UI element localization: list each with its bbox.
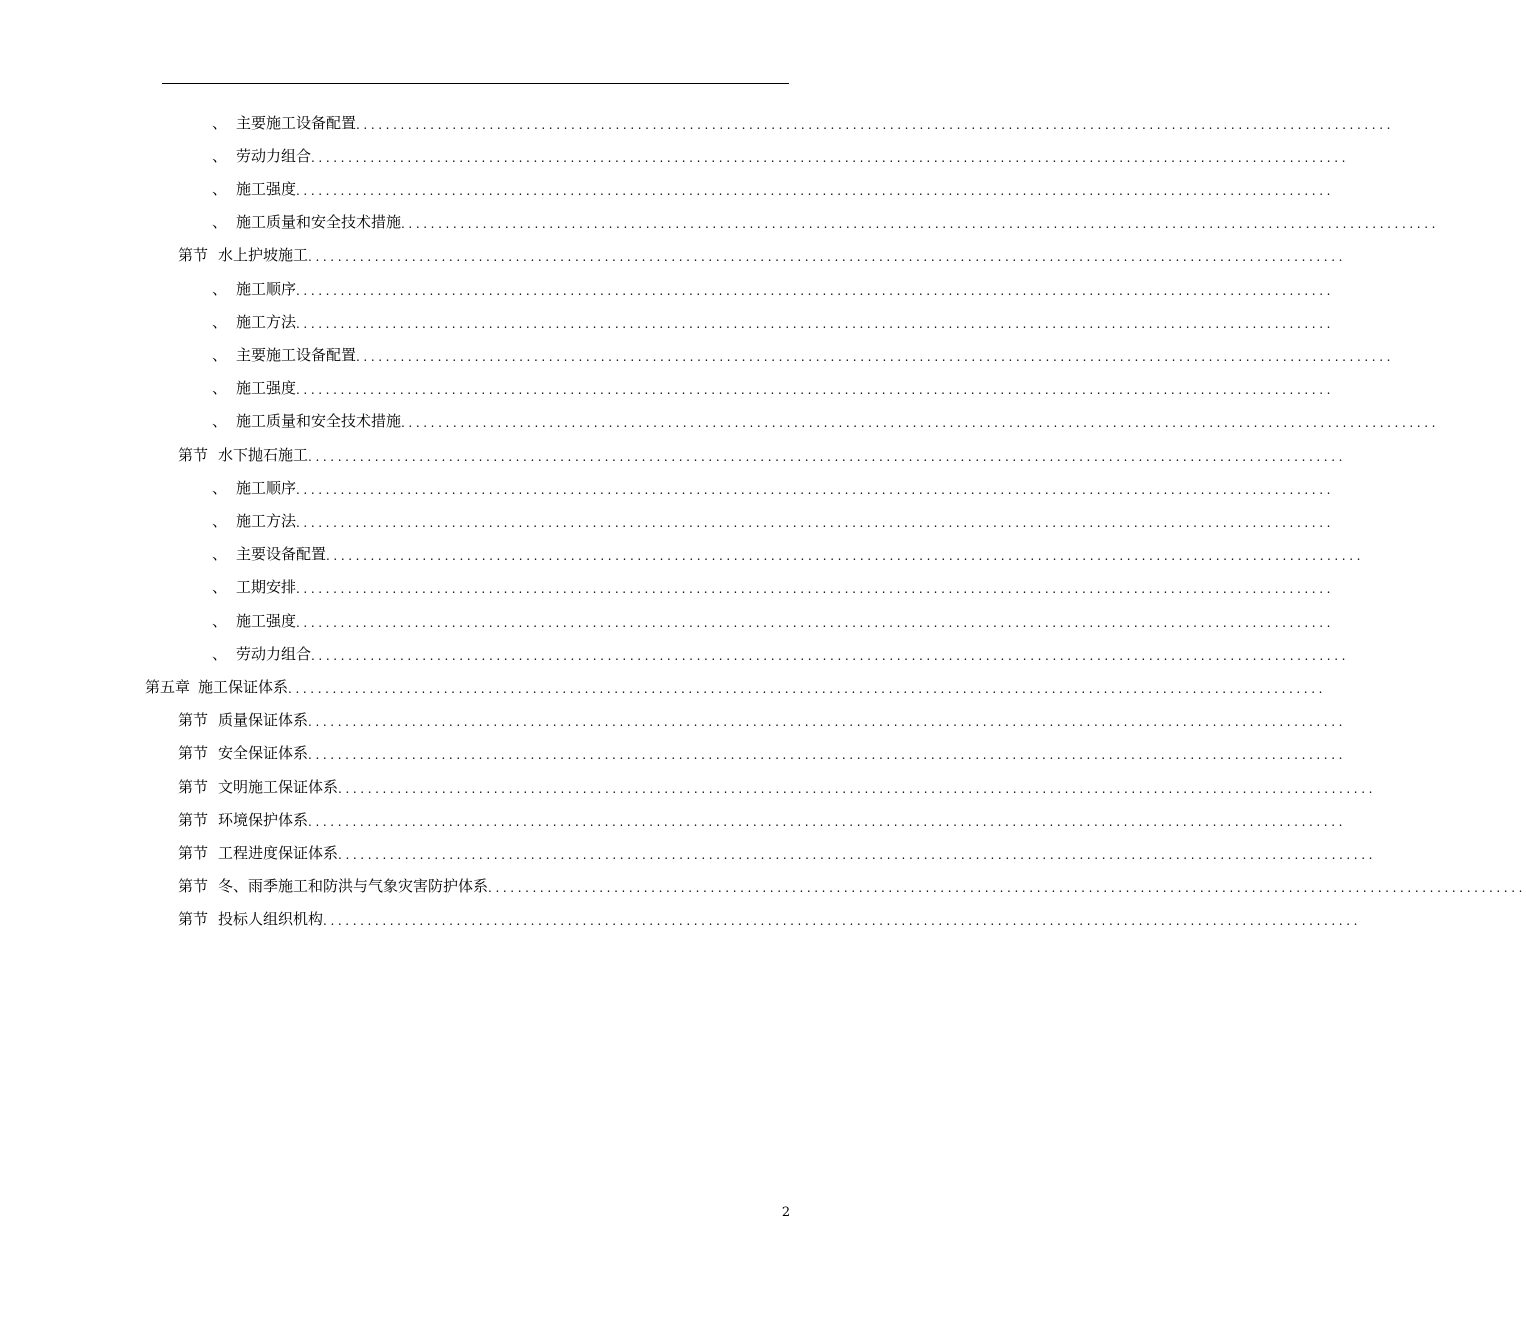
toc-entry[interactable] <box>212 338 1395 371</box>
toc-entry-prefix: 第节 <box>178 711 209 730</box>
toc-entry-prefix: 第节 <box>178 744 209 763</box>
toc-dot-leader: ............................................................................................................................................ <box>296 183 1335 198</box>
toc-entry-prefix: 、 <box>212 578 228 597</box>
toc-entry-prefix: 第节 <box>178 910 209 929</box>
toc-entry[interactable] <box>178 803 1347 836</box>
toc-dot-leader: ............................................................................................................................................ <box>311 150 1350 165</box>
toc-dot-leader: ............................................................................................................................................ <box>338 847 1377 862</box>
toc-entry-label: 劳动力组合 <box>236 146 312 165</box>
toc-entry[interactable] <box>145 670 1327 703</box>
toc-entry-label: 施工保证体系 <box>198 677 289 696</box>
toc-dot-leader: ............................................................................................................................................ <box>401 416 1440 431</box>
toc-dot-leader: ............................................................................................................................................ <box>356 349 1395 364</box>
header-rule <box>162 83 789 84</box>
toc-entry-prefix: 第五章 <box>145 677 191 696</box>
toc-entry-label: 施工强度 <box>236 179 297 198</box>
toc-entry[interactable] <box>212 571 1335 604</box>
toc-entry-label: 水下抛石施工 <box>218 445 309 464</box>
toc-entry-prefix: 、 <box>212 511 228 530</box>
toc-entry[interactable] <box>178 870 1526 903</box>
toc-dot-leader: ............................................................................................................................................ <box>288 681 1327 696</box>
toc-entry-prefix: 、 <box>212 279 228 298</box>
toc-entry-label: 施工顺序 <box>236 478 297 497</box>
toc-entry-prefix: 、 <box>212 146 228 165</box>
toc-entry[interactable] <box>178 239 1347 272</box>
toc-entry[interactable] <box>212 139 1350 172</box>
toc-dot-leader: ............................................................................................................................................ <box>296 615 1335 630</box>
toc-entry[interactable] <box>212 538 1365 571</box>
toc-entry[interactable] <box>178 903 1362 936</box>
toc-entry[interactable] <box>178 770 1377 803</box>
toc-entry[interactable] <box>178 438 1347 471</box>
toc-dot-leader: ............................................................................................................................................ <box>326 549 1365 564</box>
toc-dot-leader: ............................................................................................................................................ <box>488 881 1526 896</box>
toc-dot-leader: ............................................................................................................................................ <box>338 781 1377 796</box>
toc-entry-label: 投标人组织机构 <box>218 910 324 929</box>
toc-entry-label: 施工质量和安全技术措施 <box>236 213 402 232</box>
toc-entry-prefix: 、 <box>212 379 228 398</box>
toc-entry-prefix: 、 <box>212 345 228 364</box>
toc-entry-label: 施工顺序 <box>236 279 297 298</box>
toc-entry[interactable] <box>212 305 1335 338</box>
toc-entry-label: 水上护坡施工 <box>218 246 309 265</box>
toc-entry-label: 环境保护体系 <box>218 810 309 829</box>
toc-entry-label: 冬、雨季施工和防洪与气象灾害防护体系 <box>218 877 489 896</box>
toc-entry[interactable] <box>212 405 1440 438</box>
toc-entry-label: 施工方法 <box>236 312 297 331</box>
toc-entry-prefix: 、 <box>212 611 228 630</box>
toc-entry-label: 劳动力组合 <box>236 644 312 663</box>
toc-entry-label: 施工方法 <box>236 511 297 530</box>
toc-entry[interactable] <box>212 504 1335 537</box>
toc-entry[interactable] <box>212 172 1335 205</box>
toc-dot-leader: ............................................................................................................................................ <box>356 117 1395 132</box>
toc-entry-label: 主要施工设备配置 <box>236 113 357 132</box>
toc-dot-leader: ............................................................................................................................................ <box>296 582 1335 597</box>
toc-entry-prefix: 、 <box>212 179 228 198</box>
toc-dot-leader: ............................................................................................................................................ <box>401 217 1440 232</box>
toc-dot-leader: ............................................................................................................................................ <box>296 283 1335 298</box>
toc-entry-label: 主要设备配置 <box>236 545 327 564</box>
toc-entry-prefix: 、 <box>212 644 228 663</box>
toc-dot-leader: ............................................................................................................................................ <box>308 449 1347 464</box>
toc-dot-leader: ............................................................................................................................................ <box>308 748 1347 763</box>
toc-entry[interactable] <box>212 604 1335 637</box>
toc-entry-prefix: 、 <box>212 213 228 232</box>
toc-dot-leader: ............................................................................................................................................ <box>296 482 1335 497</box>
toc-dot-leader: ............................................................................................................................................ <box>311 648 1350 663</box>
toc-dot-leader: ............................................................................................................................................ <box>296 515 1335 530</box>
toc-entry-label: 安全保证体系 <box>218 744 309 763</box>
toc-entry-prefix: 、 <box>212 478 228 497</box>
toc-entry[interactable] <box>212 637 1350 670</box>
toc-entry-prefix: 第节 <box>178 445 209 464</box>
toc-entry-prefix: 第节 <box>178 810 209 829</box>
toc-entry[interactable] <box>178 704 1347 737</box>
toc-entry-label: 主要施工设备配置 <box>236 345 357 364</box>
toc-dot-leader: ............................................................................................................................................ <box>296 316 1335 331</box>
toc-entry-prefix: 第节 <box>178 843 209 862</box>
toc-dot-leader: ............................................................................................................................................ <box>323 914 1362 929</box>
toc-entry-label: 施工强度 <box>236 379 297 398</box>
toc-entry[interactable] <box>212 471 1335 504</box>
toc-entry-label: 质量保证体系 <box>218 711 309 730</box>
toc-entry[interactable] <box>178 836 1377 869</box>
toc-entry-prefix: 第节 <box>178 246 209 265</box>
toc-dot-leader: ............................................................................................................................................ <box>308 250 1347 265</box>
toc-entry-label: 工程进度保证体系 <box>218 843 339 862</box>
toc-entry[interactable] <box>212 272 1335 305</box>
toc-entry[interactable] <box>212 106 1395 139</box>
toc-dot-leader: ............................................................................................................................................ <box>296 383 1335 398</box>
toc-entry-prefix: 第节 <box>178 877 209 896</box>
toc-dot-leader: ............................................................................................................................................ <box>308 715 1347 730</box>
toc-entry-prefix: 、 <box>212 113 228 132</box>
toc-entry[interactable] <box>212 206 1440 239</box>
toc-entry-label: 文明施工保证体系 <box>218 777 339 796</box>
toc-entry-label: 工期安排 <box>236 578 297 597</box>
toc-entry-label: 施工质量和安全技术措施 <box>236 412 402 431</box>
toc-entry[interactable] <box>178 737 1347 770</box>
toc-entry-prefix: 、 <box>212 312 228 331</box>
toc-entry-label: 施工强度 <box>236 611 297 630</box>
toc-entry-prefix: 、 <box>212 412 228 431</box>
toc-dot-leader: ............................................................................................................................................ <box>308 814 1347 829</box>
toc-entry[interactable] <box>212 372 1335 405</box>
toc-entry-prefix: 第节 <box>178 777 209 796</box>
page-number: 2 <box>781 1205 791 1220</box>
toc-entry-prefix: 、 <box>212 545 228 564</box>
